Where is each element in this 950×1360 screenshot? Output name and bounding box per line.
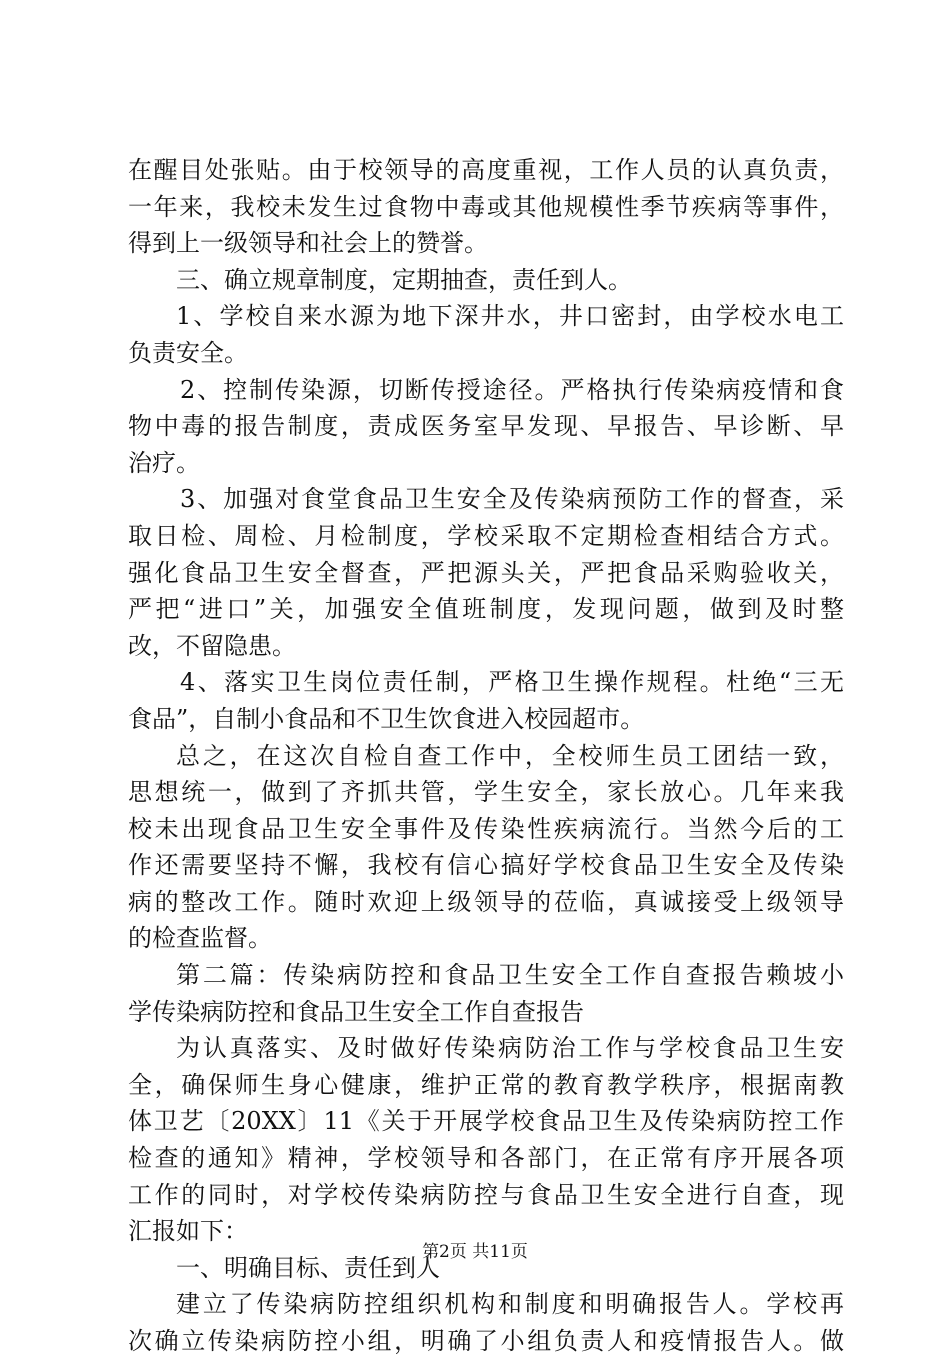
text-line: 物中毒的报告制度，责成医务室早发现、早报告、早诊断、早 (128, 412, 844, 441)
text-line: 为认真落实、及时做好传染病防治工作与学校食品卫生安 (176, 1034, 844, 1063)
text-line: 检查的通知》精神，学校领导和各部门，在正常有序开展各项 (128, 1144, 844, 1173)
text-line: 思想统一，做到了齐抓共管，学生安全，家长放心。几年来我 (128, 778, 844, 807)
text-line: 建立了传染病防控组织机构和制度和明确报告人。学校再 (176, 1290, 844, 1319)
text-line: 校未出现食品卫生安全事件及传染性疾病流行。当然今后的工 (128, 814, 844, 843)
article-title: 学传染病防控和食品卫生安全工作自查报告 (128, 997, 584, 1026)
text-line: 工作的同时，对学校传染病防控与食品卫生安全进行自查，现 (128, 1180, 844, 1209)
text-line: 2、控制传染源，切断传授途径。严格执行传染病疫情和食 (180, 375, 844, 404)
text-line: 体卫艺〔20XX〕11《关于开展学校食品卫生及传染病防控工作 (128, 1107, 844, 1136)
text-line: 严把“进口”关，加强安全值班制度，发现问题，做到及时整 (128, 595, 844, 624)
text-line: 得到上一级领导和社会上的赞誉。 (128, 229, 488, 258)
text-line: 一年来，我校未发生过食物中毒或其他规模性季节疾病等事件， (128, 192, 844, 221)
text-line: 负责安全。 (128, 338, 248, 367)
text-line: 全，确保师生身心健康，维护正常的教育教学秩序，根据南教 (128, 1070, 844, 1099)
text-line: 总之，在这次自检自查工作中，全校师生员工团结一致， (176, 741, 844, 770)
text-line: 1、学校自来水源为地下深井水，井口密封，由学校水电工 (176, 302, 844, 331)
document-body (128, 152, 844, 1360)
page-footer: 第2页 共11页 (422, 1242, 528, 1262)
text-line: 强化食品卫生安全督查，严把源头关，严把食品采购验收关， (128, 558, 844, 587)
text-line: 取日检、周检、月检制度，学校采取不定期检查相结合方式。 (128, 521, 844, 550)
text-line: 食品”，自制小食品和不卫生饮食进入校园超市。 (128, 704, 645, 733)
section-heading: 一、明确目标、责任到人 (176, 1253, 440, 1282)
text-line: 治疗。 (128, 448, 200, 477)
text-line: 改，不留隐患。 (128, 631, 296, 660)
text-line: 3、加强对食堂食品卫生安全及传染病预防工作的督查，采 (180, 485, 844, 514)
text-line: 作还需要坚持不懈，我校有信心搞好学校食品卫生安全及传染 (128, 851, 844, 880)
text-line: 汇报如下： (128, 1217, 248, 1246)
text-line: 4、落实卫生岗位责任制，严格卫生操作规程。杜绝“三无 (180, 668, 844, 697)
section-heading: 三、确立规章制度，定期抽查，责任到人。 (176, 265, 632, 294)
text-line: 的检查监督。 (128, 924, 272, 953)
text-line: 在醒目处张贴。由于校领导的高度重视，工作人员的认真负责， (128, 156, 844, 184)
article-title: 第二篇：传染病防控和食品卫生安全工作自查报告赖坡小 (176, 961, 844, 990)
text-line: 病的整改工作。随时欢迎上级领导的莅临，真诚接受上级领导 (128, 887, 844, 916)
text-line: 次确立传染病防控小组，明确了小组负责人和疫情报告人。做 (128, 1327, 844, 1355)
